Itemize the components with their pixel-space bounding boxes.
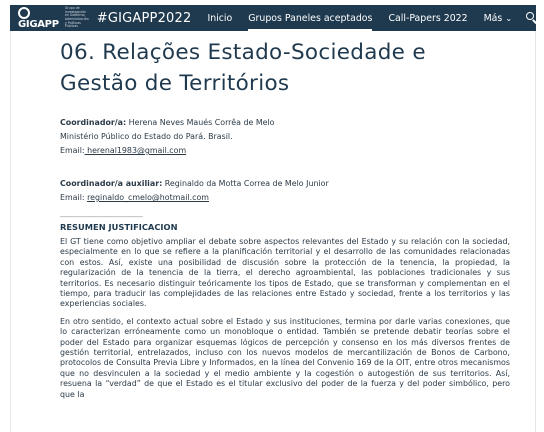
- logo-mark: [18, 7, 61, 30]
- logo-subtext: Grupo de Investigación en Gobierno, Administración y Políticas Públicas: [64, 6, 89, 29]
- aux-coordinator-label: Coordinador/a auxiliar:: [60, 179, 163, 188]
- site-title[interactable]: #GIGAPP2022: [96, 10, 192, 26]
- paragraph-2: En otro sentido, el contexto actual sobre el Estado y sus instituciones, termina por darle varias conexiones, que lo caracterizan erróneamente como un monobloque o entidad. También se pretende debatir teorías sobre el poder del Estado para organizar esquemas lógicos de percepción y consenso en los más diversos frentes de gestión territorial, entrelazados, incluso con los nuevos modelos de mercantilización de Bonos de Carbono, protocolos de Consulta Previa Libre y Informados, en la línea del Convenio 169 de la OIT, entre otros mecanismos que no desvinculen a la sociedad y el medio ambiente y la cogestión o autogestión de sus territorios. Así, resuena la “verdad” de que el Estado es el titular exclusivo del poder de la fuerza y del poder simbólico, pero que la: [60, 316, 510, 399]
- section-title: RESUMEN JUSTIFICACION: [60, 222, 178, 232]
- coordinator-block: [60, 116, 510, 158]
- page-title: [60, 37, 510, 99]
- aux-coordinator-name: Reginaldo da Motta Correa de Melo Junior: [162, 179, 329, 188]
- coordinator-org: Ministério Público do Estado do Pará. Brasil.: [60, 132, 233, 141]
- page-panel: [10, 31, 536, 432]
- paragraph-1: El GT tiene como objetivo ampliar el debate sobre aspectos relevantes del Estado y su relación con la sociedad, especialmente en lo que se refiere a la planificación territorial y el desarrollo de las comunidades relacionadas con estos. Así, existe una posibilidad de discusión sobre la protección de la tenencia, la propiedad, la regularización de la tenencia de la tierra, el derecho agroambiental, las poblaciones tradicionales y sus territorios. Es necesario distinguir teóricamente los tipos de Estado, que se transforman y complementan en el tiempo, para traducir las complejidades de las relaciones entre Estado y sociedad, frente a los territorios y las experiencias sociales.: [60, 237, 510, 309]
- aux-coordinator-block: [60, 177, 510, 205]
- site-logo[interactable]: [18, 7, 89, 30]
- aux-email-label: Email:: [60, 193, 88, 202]
- page-title-line2: Gestão de Territórios: [60, 71, 290, 96]
- separator-line: ____________________: [60, 208, 143, 217]
- coordinator-name: Herena Neves Maués Corrêa de Melo: [126, 118, 275, 127]
- nav-link-mas-label: Más: [483, 12, 503, 24]
- aux-coordinator-line: [60, 177, 510, 191]
- logo-text: GIGAPP: [18, 18, 59, 30]
- nav-link-inicio[interactable]: Inicio: [207, 12, 233, 24]
- nav-link-mas[interactable]: [484, 5, 512, 31]
- coordinator-line: [60, 116, 510, 130]
- chevron-down-icon: ⌄: [505, 13, 513, 23]
- email-label: Email:: [60, 146, 85, 155]
- logo-g-icon: [18, 7, 30, 19]
- top-navbar: [10, 5, 536, 31]
- search-icon[interactable]: [526, 12, 538, 24]
- nav-links: [191, 5, 544, 31]
- coordinator-label: Coordinador/a:: [60, 118, 127, 127]
- nav-link-call-papers[interactable]: Call-Papers 2022: [388, 12, 468, 24]
- aux-email-line: [60, 191, 510, 205]
- page-title-line1: 06. Relações Estado-Sociedade e: [60, 40, 426, 65]
- page-content: [60, 31, 510, 400]
- aux-email-link[interactable]: reginaldo_cmelo@hotmail.com: [87, 193, 209, 202]
- coordinator-email-link[interactable]: herenal1983@gmail.com: [84, 146, 187, 155]
- coordinator-email-line: [60, 144, 510, 158]
- nav-link-grupos-paneles[interactable]: Grupos Paneles aceptados: [248, 5, 372, 31]
